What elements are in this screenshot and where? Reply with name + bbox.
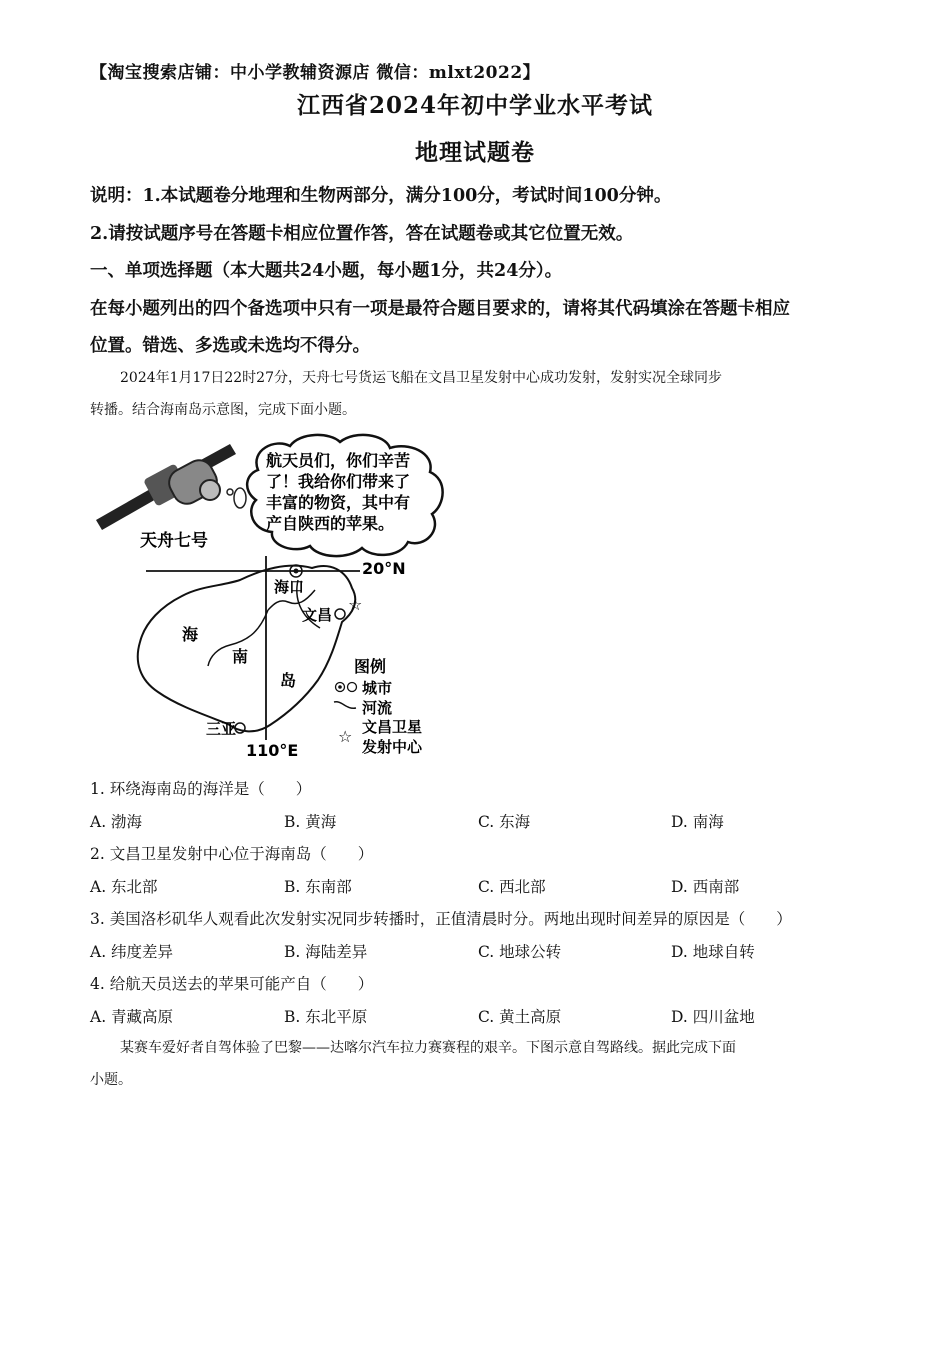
question-3-option-c[interactable]: C. 地球公转 bbox=[478, 943, 562, 961]
passage-2-line-2: 小题。 bbox=[90, 1072, 132, 1088]
legend-site-label-1: 文昌卫星 bbox=[362, 718, 423, 736]
question-3-option-b[interactable]: B. 海陆差异 bbox=[284, 943, 368, 961]
passage-2-line-1: 某赛车爱好者自驾体验了巴黎——达喀尔汽车拉力赛赛程的艰辛。下图示意自驾路线。据此完成下面 bbox=[120, 1040, 736, 1056]
legend-site-label-2: 发射中心 bbox=[362, 738, 423, 756]
city-marker-wenchang bbox=[335, 609, 345, 619]
passage-1-line-2: 转播。结合海南岛示意图，完成下面小题。 bbox=[90, 402, 356, 418]
legend-river-label: 河流 bbox=[362, 699, 393, 717]
launch-site-star-icon: ☆ bbox=[348, 595, 363, 614]
island-char: 海 bbox=[182, 625, 199, 644]
legend-river-icon bbox=[334, 702, 356, 709]
question-2-option-a[interactable]: A. 东北部 bbox=[90, 878, 158, 896]
question-3-option-a[interactable]: A. 纬度差异 bbox=[90, 943, 174, 961]
question-4-option-c[interactable]: C. 黄土高原 bbox=[478, 1008, 562, 1026]
speech-line-4: 产自陕西的苹果。 bbox=[266, 514, 395, 533]
legend-site-star-icon: ☆ bbox=[338, 727, 353, 746]
speech-line-1: 航天员们，你们辛苦 bbox=[266, 451, 411, 470]
speech-line-3: 丰富的物资，其中有 bbox=[266, 493, 411, 512]
legend-city-icon bbox=[336, 683, 357, 692]
exam-subtitle: 地理试题卷 bbox=[415, 139, 535, 166]
shop-note: 【淘宝搜索店铺：中小学教辅资源店 微信：mlxt2022】 bbox=[90, 63, 541, 83]
question-3-stem: 3. 美国洛杉矶华人观看此次发射实况同步转播时，正值清晨时分。两地出现时间差异的原因是（ ） bbox=[90, 910, 792, 928]
question-1-option-c[interactable]: C. 东海 bbox=[478, 813, 531, 831]
question-2-option-b[interactable]: B. 东南部 bbox=[284, 878, 352, 896]
spacecraft-icon bbox=[96, 444, 246, 530]
rule-line-2: 位置。错选、多选或未选均不得分。 bbox=[90, 336, 370, 356]
speech-line-2: 了！我给你们带来了 bbox=[266, 472, 411, 491]
section-heading: 一、单项选择题（本大题共24小题，每小题1分，共24分）。 bbox=[90, 261, 563, 281]
question-1-stem: 1. 环绕海南岛的海洋是（ ） bbox=[90, 780, 312, 798]
question-1-option-d[interactable]: D. 南海 bbox=[671, 813, 724, 831]
city-label-haikou: 海口 bbox=[274, 578, 305, 596]
hainan-map-figure bbox=[90, 430, 460, 760]
island-char: 岛 bbox=[280, 671, 297, 690]
latitude-label: 20°N bbox=[362, 559, 406, 578]
city-label-wenchang: 文昌 bbox=[302, 606, 333, 624]
instruction-line-2: 2.请按试题序号在答题卡相应位置作答，答在试题卷或其它位置无效。 bbox=[90, 224, 634, 244]
question-4-stem: 4. 给航天员送去的苹果可能产自（ ） bbox=[90, 975, 374, 993]
city-label-sanya: 三亚 bbox=[206, 720, 237, 738]
question-1-option-a[interactable]: A. 渤海 bbox=[90, 813, 143, 831]
legend-title: 图例 bbox=[354, 657, 387, 676]
question-2-stem: 2. 文昌卫星发射中心位于海南岛（ ） bbox=[90, 845, 374, 863]
spacecraft-label: 天舟七号 bbox=[140, 531, 208, 551]
island-char: 南 bbox=[232, 647, 249, 666]
question-3-option-d[interactable]: D. 地球自转 bbox=[671, 943, 755, 961]
question-2-option-d[interactable]: D. 西南部 bbox=[671, 878, 740, 896]
question-4-option-d[interactable]: D. 四川盆地 bbox=[671, 1008, 755, 1026]
instruction-line-1: 说明：1.本试题卷分地理和生物两部分，满分100分，考试时间100分钟。 bbox=[90, 186, 672, 206]
question-2-option-c[interactable]: C. 西北部 bbox=[478, 878, 546, 896]
legend-city-label: 城市 bbox=[362, 679, 393, 697]
longitude-label: 110°E bbox=[246, 741, 299, 760]
question-4-option-a[interactable]: A. 青藏高原 bbox=[90, 1008, 174, 1026]
rule-line-1: 在每小题列出的四个备选项中只有一项是最符合题目要求的，请将其代码填涂在答题卡相应 bbox=[90, 299, 790, 319]
passage-1-line-1: 2024年1月17日22时27分，天舟七号货运飞船在文昌卫星发射中心成功发射，发射实况全球同步 bbox=[120, 370, 722, 386]
question-4-option-b[interactable]: B. 东北平原 bbox=[284, 1008, 368, 1026]
question-1-option-b[interactable]: B. 黄海 bbox=[284, 813, 337, 831]
exam-title: 江西省2024年初中学业水平考试 bbox=[296, 92, 653, 119]
